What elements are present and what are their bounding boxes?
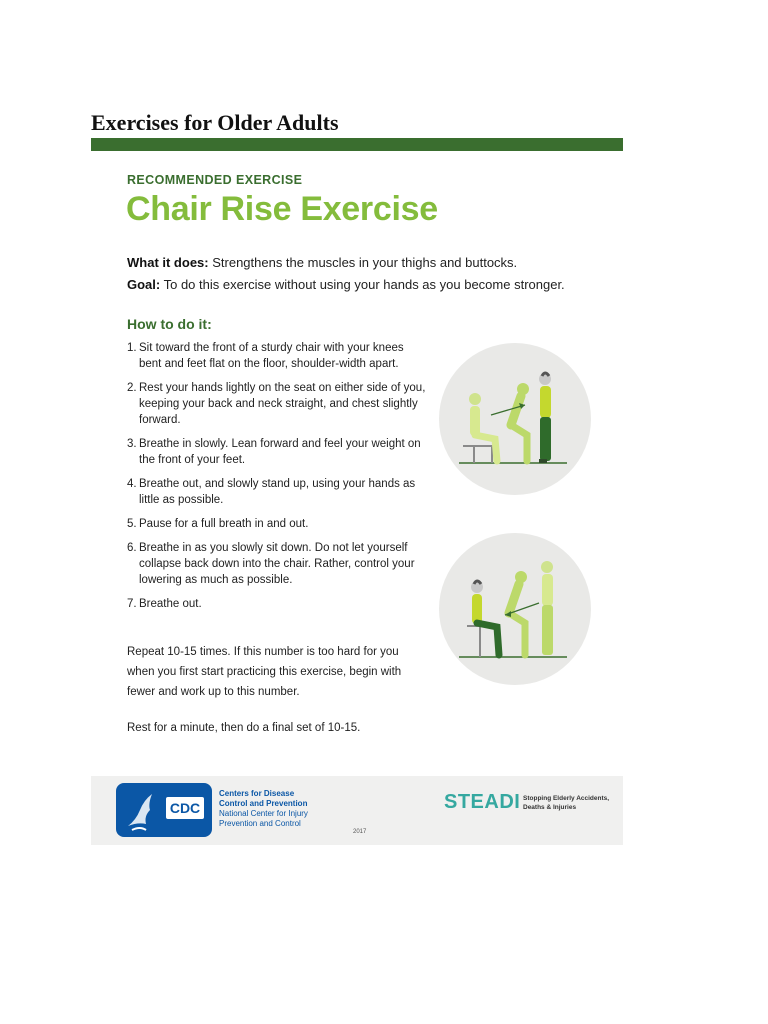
- how-to-heading: How to do it:: [127, 316, 212, 332]
- step-item: [127, 380, 427, 428]
- step-text: Pause for a full breath in and out.: [139, 518, 309, 530]
- goal: [127, 277, 565, 292]
- what-it-does: [127, 255, 517, 270]
- step-number: 1.: [127, 342, 137, 354]
- exercise-sheet: [91, 138, 623, 845]
- cdc-line-3: National Center for Injury: [219, 809, 308, 818]
- goal-label: Goal:: [127, 277, 161, 292]
- step-item: [127, 596, 427, 612]
- step-text: Breathe out, and slowly stand up, using your hands as little as possible.: [139, 478, 416, 506]
- repeat-paragraph: Repeat 10-15 times. If this number is too hard for you when you first start practicing this exercise, begin with fewer and work up to this number.: [127, 646, 402, 698]
- step-item: [127, 516, 427, 532]
- top-green-bar: [91, 138, 623, 151]
- step-text: Breathe in slowly. Lean forward and feel your weight on the front of your feet.: [139, 438, 421, 466]
- step-number: 2.: [127, 382, 137, 394]
- cdc-line-2: Control and Prevention: [219, 799, 308, 808]
- rest-paragraph: Rest for a minute, then do a final set of 10-15.: [127, 722, 361, 734]
- step-item: [127, 436, 427, 468]
- cdc-logo: [116, 783, 212, 837]
- footer-bar: [91, 776, 623, 845]
- step-item: [127, 476, 427, 508]
- step-text: Breathe in as you slowly sit down. Do not let yourself collapse back down into the chair. Rather, control your lowering as much as possible.: [139, 542, 415, 586]
- exercise-title: Chair Rise Exercise: [126, 190, 438, 228]
- stand-up-figures: [439, 343, 591, 495]
- step-text: Rest your hands lightly on the seat on either side of you, keeping your back and neck straight, and chest slightly forward.: [139, 382, 426, 426]
- illustration-sit-down: [439, 533, 591, 685]
- illustration-stand-up: [439, 343, 591, 495]
- cdc-mark: CDC: [166, 797, 204, 819]
- step-number: 7.: [127, 598, 137, 610]
- cdc-line-4: Prevention and Control: [219, 819, 301, 828]
- step-item: [127, 340, 427, 372]
- step-number: 5.: [127, 518, 137, 530]
- steadi-tagline: Stopping Elderly Accidents, Deaths & Injuries: [523, 795, 610, 811]
- step-text: Sit toward the front of a sturdy chair with your knees bent and feet flat on the floor, shoulder-width apart.: [139, 342, 404, 370]
- hhs-eagle-icon: [122, 786, 162, 836]
- what-label: What it does:: [127, 255, 209, 270]
- sit-down-figures: [439, 533, 591, 685]
- step-text: Breathe out.: [139, 598, 202, 610]
- steadi-logo: STEADI: [444, 791, 521, 813]
- cdc-line-1: Centers for Disease: [219, 789, 295, 798]
- steps-list: [127, 340, 427, 620]
- step-number: 3.: [127, 438, 137, 450]
- step-item: [127, 540, 427, 588]
- goal-text: To do this exercise without using your hands as you become stronger.: [160, 277, 565, 292]
- kicker-label: RECOMMENDED EXERCISE: [127, 173, 303, 187]
- year-label: 2017: [353, 829, 367, 835]
- step-number: 6.: [127, 542, 137, 554]
- cdc-agency-text: [219, 789, 308, 829]
- page-heading: Exercises for Older Adults: [91, 110, 339, 135]
- what-text: Strengthens the muscles in your thighs and buttocks.: [208, 255, 518, 270]
- step-number: 4.: [127, 478, 137, 490]
